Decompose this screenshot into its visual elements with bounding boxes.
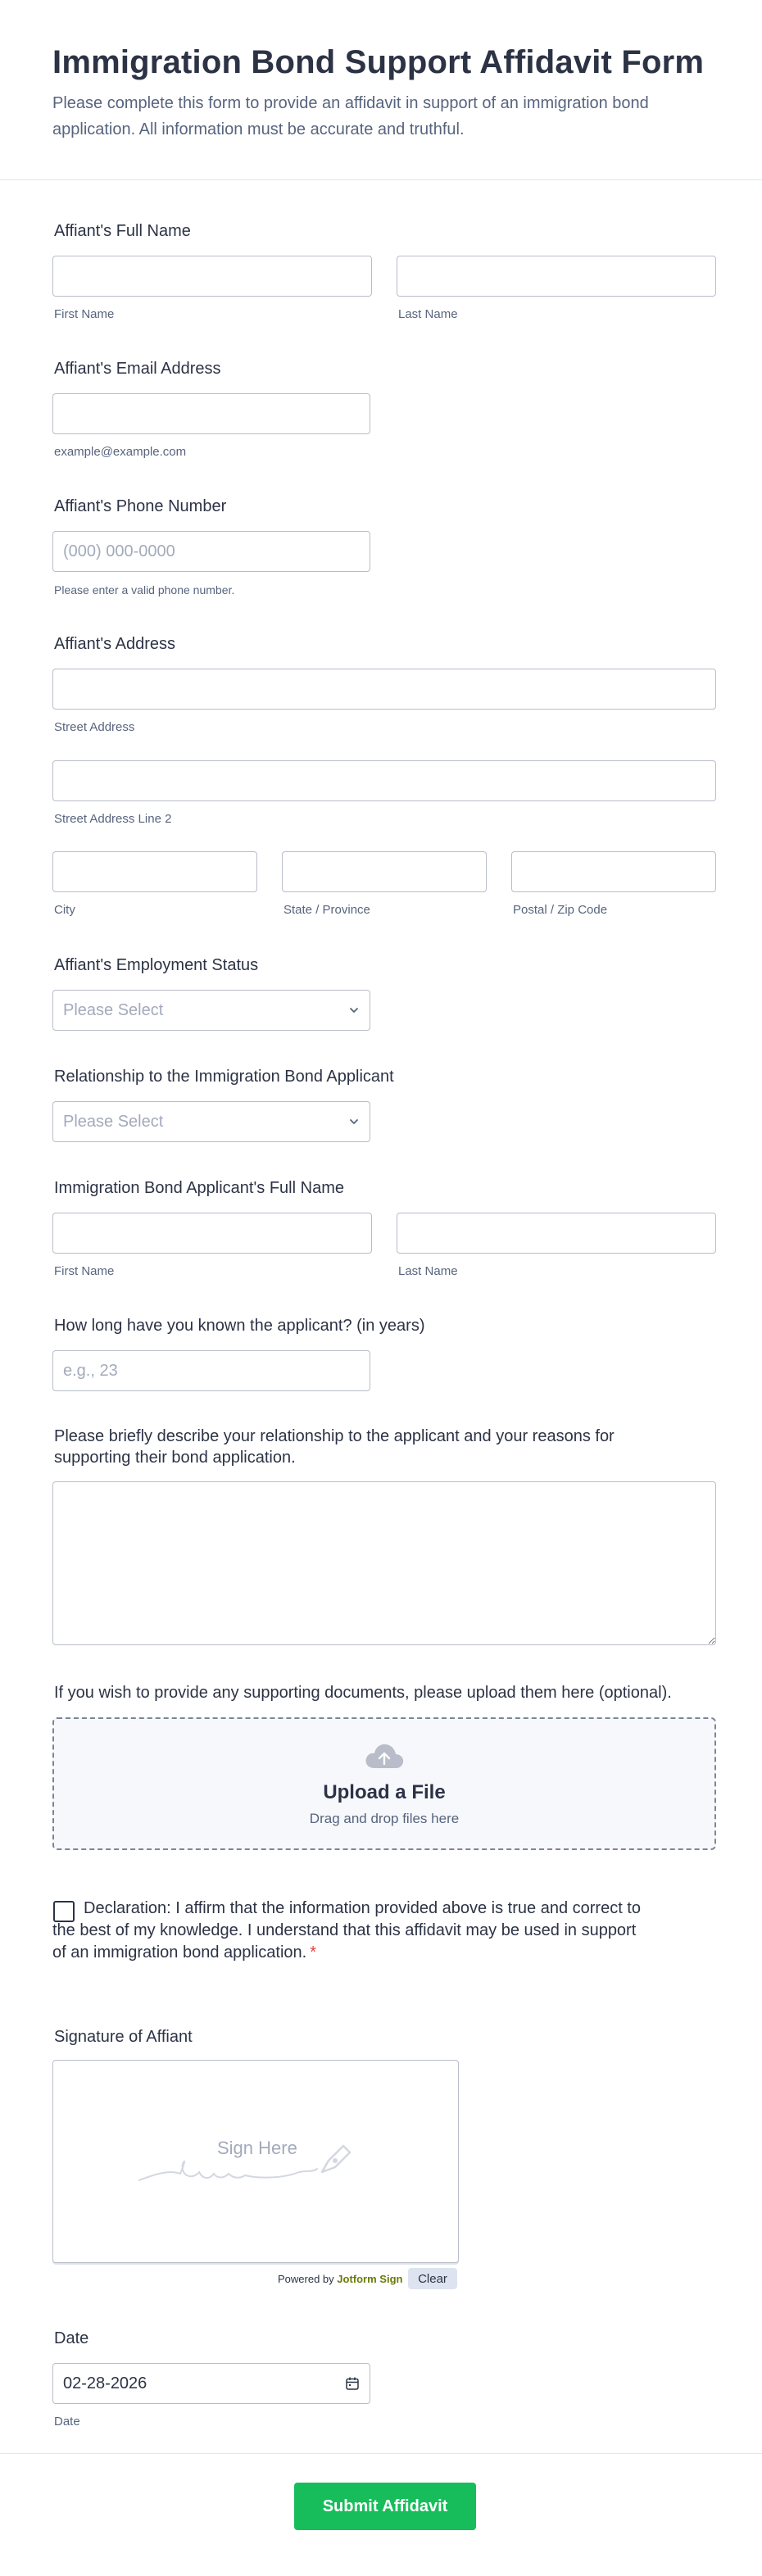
- signature-pad[interactable]: [52, 2060, 459, 2263]
- upload-title: Upload a File: [323, 1781, 446, 1803]
- date-label: Date: [54, 2329, 89, 2347]
- sign-here-placeholder: Sign Here: [217, 2138, 297, 2158]
- powered-brand: Jotform Sign: [337, 2273, 403, 2285]
- date-value: 02-28-2026: [63, 2374, 147, 2392]
- signature-field: [52, 2025, 710, 2048]
- affiant-first-name-sublabel: First Name: [54, 307, 115, 321]
- chevron-down-icon: [348, 1116, 360, 1127]
- affiant-email-sublabel: example@example.com: [54, 445, 187, 459]
- affiant-email-field: [52, 357, 710, 380]
- reasons-textarea[interactable]: [52, 1481, 716, 1645]
- form-header: [0, 0, 762, 180]
- affiant-name-label: Affiant's Full Name: [54, 222, 191, 240]
- affiant-phone-field: [52, 495, 710, 518]
- applicant-last-name-sublabel: Last Name: [398, 1264, 458, 1278]
- declaration-text: [52, 1898, 642, 1964]
- street-address-line2-sublabel: Street Address Line 2: [54, 812, 172, 826]
- form-title: Immigration Bond Support Affidavit Form: [52, 44, 705, 80]
- upload-label: If you wish to provide any supporting documents, please upload them here (optional).: [54, 1684, 672, 1702]
- chevron-down-icon: [348, 1005, 360, 1016]
- applicant-first-name-sublabel: First Name: [54, 1264, 115, 1278]
- years-known-input[interactable]: e.g., 23: [52, 1350, 370, 1391]
- applicant-last-name-input[interactable]: [397, 1213, 716, 1254]
- signature-label: Signature of Affiant: [54, 2028, 193, 2046]
- employment-field: [52, 954, 710, 977]
- state-sublabel: State / Province: [283, 903, 370, 917]
- reasons-label: Please briefly describe your relationship to the applicant and your reasons for supporting their bond application.: [54, 1427, 615, 1467]
- address-label: Affiant's Address: [54, 635, 175, 653]
- signature-clear-button[interactable]: Clear: [408, 2268, 457, 2289]
- applicant-name-field: [52, 1177, 710, 1200]
- upload-subtitle: Drag and drop files here: [309, 1811, 460, 1826]
- applicant-first-name-input[interactable]: [52, 1213, 372, 1254]
- employment-select[interactable]: [52, 990, 370, 1031]
- applicant-name-label: Immigration Bond Applicant's Full Name: [54, 1179, 344, 1197]
- address-field: [52, 633, 710, 655]
- signature-scribble-icon: [135, 2139, 381, 2188]
- relationship-select[interactable]: [52, 1101, 370, 1142]
- date-input[interactable]: [52, 2363, 370, 2404]
- powered-by-text: [278, 2273, 402, 2285]
- date-sublabel: Date: [54, 2415, 80, 2429]
- zip-input[interactable]: [511, 851, 716, 892]
- employment-select-value: Please Select: [63, 1000, 164, 1019]
- zip-sublabel: Postal / Zip Code: [513, 903, 608, 917]
- street-address-line2-input[interactable]: [52, 760, 716, 801]
- affiant-phone-input[interactable]: (000) 000-0000: [52, 531, 370, 572]
- affiant-first-name-input[interactable]: [52, 256, 372, 297]
- footer-divider: [0, 2453, 762, 2454]
- relationship-label: Relationship to the Immigration Bond Applicant: [54, 1068, 394, 1086]
- city-input[interactable]: [52, 851, 257, 892]
- declaration-label: Declaration: I affirm that the information provided above is true and correct to the best of my knowledge. I understand that this affidavit may be used in support of an immigration bond application.: [52, 1899, 641, 1961]
- relationship-select-value: Please Select: [63, 1112, 164, 1131]
- submit-button[interactable]: Submit Affidavit: [294, 2483, 476, 2530]
- street-address-input[interactable]: [52, 669, 716, 710]
- affiant-name-field: [52, 220, 710, 243]
- affiant-email-input[interactable]: [52, 393, 370, 434]
- date-field: [52, 2327, 710, 2350]
- affiant-last-name-sublabel: Last Name: [398, 307, 458, 321]
- city-sublabel: City: [54, 903, 75, 917]
- powered-prefix: Powered by: [278, 2273, 334, 2285]
- upload-field: [52, 1681, 710, 1704]
- form-description: Please complete this form to provide an affidavit in support of an immigration bond application. All information must be accurate and truthful.: [52, 94, 649, 138]
- street-address-sublabel: Street Address: [54, 720, 135, 734]
- file-upload-dropzone[interactable]: [52, 1717, 716, 1850]
- relationship-field: [52, 1065, 710, 1088]
- reasons-field: [52, 1426, 655, 1468]
- state-input[interactable]: [282, 851, 487, 892]
- required-mark: *: [310, 1943, 316, 1961]
- cloud-upload-icon: [363, 1740, 406, 1773]
- years-known-label: How long have you known the applicant? (in years): [54, 1317, 425, 1335]
- affiant-phone-sublabel: Please enter a valid phone number.: [54, 583, 235, 596]
- affiant-phone-label: Affiant's Phone Number: [54, 497, 227, 515]
- employment-label: Affiant's Employment Status: [54, 956, 259, 974]
- affiant-email-label: Affiant's Email Address: [54, 360, 221, 378]
- calendar-icon[interactable]: [345, 2376, 360, 2391]
- years-known-field: [52, 1314, 710, 1337]
- affiant-last-name-input[interactable]: [397, 256, 716, 297]
